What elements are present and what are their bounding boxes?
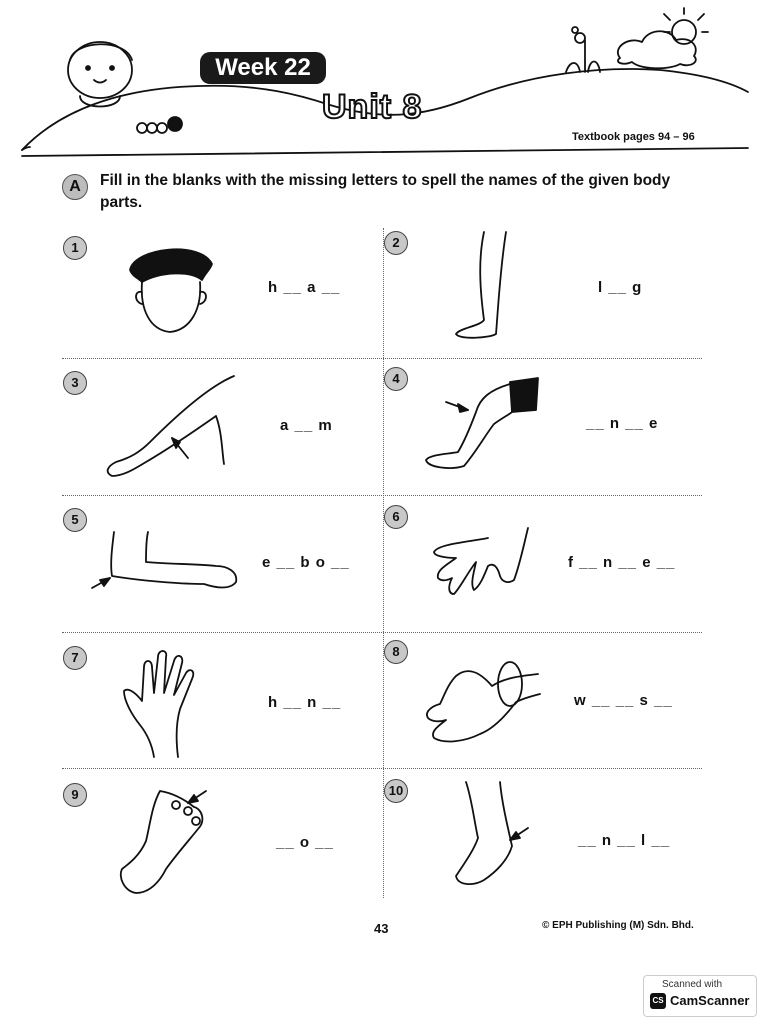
head-icon <box>120 240 220 340</box>
leg-icon <box>440 230 530 345</box>
unit-title: Unit 8 <box>322 88 423 126</box>
wrist-icon <box>420 650 550 750</box>
question-number: 10 <box>384 779 408 803</box>
ankle-icon <box>444 780 544 892</box>
answer-blank: __ n __ e <box>586 415 659 432</box>
question-number: 4 <box>384 367 408 391</box>
row-divider <box>62 768 702 769</box>
column-divider <box>383 228 384 898</box>
question-number: 3 <box>63 371 87 395</box>
question-number: 7 <box>63 646 87 670</box>
textbook-pages: Textbook pages 94 – 96 <box>572 131 695 143</box>
instruction-text: Fill in the blanks with the missing letters to spell the names of the given body parts. <box>100 172 671 211</box>
answer-blank: __ n __ l __ <box>578 832 671 849</box>
section-letter-badge: A <box>62 174 88 200</box>
answer-blank: a __ m <box>280 417 333 434</box>
answer-blank: w __ __ s __ <box>574 692 673 709</box>
answer-blank: h __ a __ <box>268 279 341 296</box>
row-divider <box>62 358 702 359</box>
knee-icon <box>420 372 550 482</box>
question-number: 9 <box>63 783 87 807</box>
row-divider <box>62 495 702 496</box>
camscanner-app-name: CamScanner <box>670 993 750 1008</box>
toe-icon <box>110 785 215 897</box>
arm-icon <box>100 372 250 487</box>
question-number: 5 <box>63 508 87 532</box>
elbow-icon <box>88 528 243 598</box>
copyright-text: © EPH Publishing (M) Sdn. Bhd. <box>542 920 694 931</box>
answer-blank: h __ n __ <box>268 694 342 711</box>
answer-blank: e __ b o __ <box>262 554 350 571</box>
answer-blank: l __ g <box>598 279 643 296</box>
scanned-with-text: Scanned with <box>662 979 723 990</box>
week-label: Week 22 <box>200 52 326 84</box>
hand-icon <box>118 645 208 760</box>
page-number: 43 <box>374 921 389 936</box>
answer-blank: f __ n __ e __ <box>568 554 676 571</box>
row-divider <box>62 632 702 633</box>
question-number: 6 <box>384 505 408 529</box>
finger-icon <box>428 524 538 599</box>
question-number: 8 <box>384 640 408 664</box>
answer-blank: __ o __ <box>276 834 334 851</box>
question-number: 1 <box>63 236 87 260</box>
camscanner-logo-icon: CS <box>650 993 666 1009</box>
question-number: 2 <box>384 231 408 255</box>
